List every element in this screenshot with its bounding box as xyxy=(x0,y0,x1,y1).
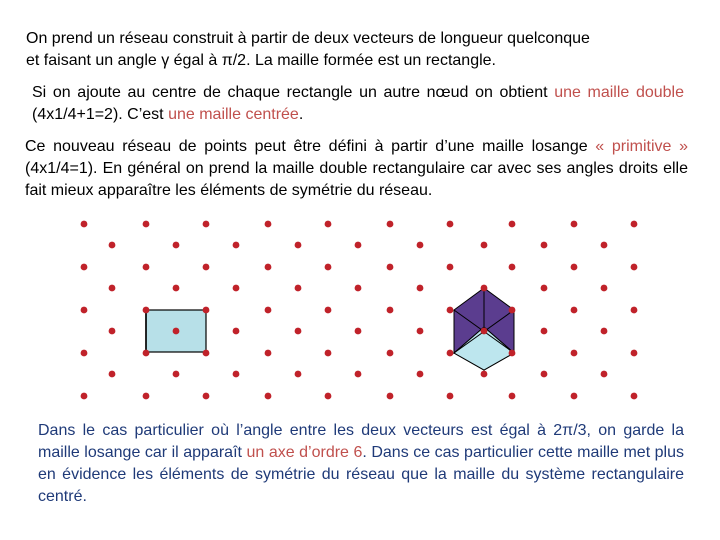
lattice-node xyxy=(447,307,454,314)
lattice-node xyxy=(109,242,116,249)
lattice-node xyxy=(233,371,240,378)
lattice-node xyxy=(81,350,88,357)
hexagonal-paragraph xyxy=(38,420,684,508)
intro-line-1: On prend un réseau construit à partir de deux vecteurs de longueur quelconque xyxy=(26,30,590,47)
lattice-node xyxy=(233,328,240,335)
lattice-node xyxy=(601,242,608,249)
lattice-node xyxy=(571,307,578,314)
p4-highlight-sixfold-axis: un axe d’ordre 6 xyxy=(246,444,363,461)
lattice-node xyxy=(325,264,332,271)
lattice-node xyxy=(481,285,488,292)
p3-text-1: Ce nouveau réseau de points peut être défini à partir d’une maille losange xyxy=(25,138,596,155)
intro-line-2: et faisant un angle γ égal à π/2. La maille formée est un rectangle. xyxy=(26,52,496,69)
lattice-node xyxy=(143,350,150,357)
lattice-node xyxy=(355,242,362,249)
lattice-node xyxy=(81,393,88,400)
lattice-node xyxy=(387,307,394,314)
lattice-node xyxy=(417,328,424,335)
lattice-node xyxy=(601,285,608,292)
p2-highlight-double-cell: une maille double xyxy=(554,84,684,101)
lattice-node xyxy=(571,350,578,357)
lattice-node xyxy=(355,371,362,378)
lattice-node xyxy=(203,350,210,357)
lattice-node xyxy=(325,307,332,314)
lattice-node xyxy=(203,221,210,228)
lattice-node xyxy=(109,328,116,335)
lattice-node xyxy=(481,328,488,335)
lattice-node xyxy=(447,350,454,357)
lattice-node xyxy=(447,393,454,400)
lattice-node xyxy=(81,307,88,314)
lattice-node xyxy=(541,242,548,249)
lattice-node xyxy=(571,393,578,400)
lattice-node xyxy=(631,350,638,357)
lattice-node xyxy=(143,221,150,228)
p3-text-2: (4x1/4=1). En général on prend la maille double rectangulaire car avec ses angles droits elle fait mieux apparaître les éléments de symétrie du réseau. xyxy=(25,160,688,199)
lattice-node xyxy=(541,285,548,292)
lattice-node xyxy=(601,371,608,378)
lattice-node xyxy=(571,221,578,228)
lattice-node xyxy=(509,307,516,314)
lattice-node xyxy=(541,371,548,378)
p4-text-2: . Dans ce cas particulier cette maille met plus en évidence les éléments de symétrie du réseau que la maille du système rectangulaire centré. xyxy=(38,444,685,505)
lattice-node xyxy=(295,328,302,335)
lattice-node xyxy=(203,393,210,400)
lattice-node xyxy=(81,264,88,271)
lattice-node xyxy=(295,285,302,292)
lattice-node xyxy=(173,328,180,335)
lattice-node xyxy=(541,328,548,335)
lattice-node xyxy=(173,285,180,292)
lattice-node xyxy=(509,221,516,228)
lattice-node xyxy=(417,371,424,378)
p4-text-1: Dans le cas particulier où l’angle entre les deux vecteurs est égal à 2π/3, on garde la maille losange car il apparaît xyxy=(38,422,684,461)
lattice-node xyxy=(109,371,116,378)
lattice-node xyxy=(265,221,272,228)
lattice-node xyxy=(355,285,362,292)
lattice-node xyxy=(509,264,516,271)
lattice-node xyxy=(203,307,210,314)
lattice-node xyxy=(631,221,638,228)
lattice-node xyxy=(265,350,272,357)
lattice-node xyxy=(295,242,302,249)
p2-text-2: (4x1/4+1=2). C’est xyxy=(32,106,169,123)
lattice-node xyxy=(387,221,394,228)
lattice-node xyxy=(173,371,180,378)
lattice-node xyxy=(143,393,150,400)
lattice-node xyxy=(325,393,332,400)
lattice-node xyxy=(481,371,488,378)
lattice-node xyxy=(203,264,210,271)
lattice-node xyxy=(81,221,88,228)
lattice-node xyxy=(173,242,180,249)
lattice-node xyxy=(265,393,272,400)
lattice-node xyxy=(233,242,240,249)
lattice-node xyxy=(601,328,608,335)
lattice-node xyxy=(233,285,240,292)
p3-highlight-primitive: « primitive » xyxy=(595,138,689,155)
lattice-node xyxy=(509,393,516,400)
p2-highlight-centered-cell: une maille centrée xyxy=(168,106,299,123)
lattice-node xyxy=(355,328,362,335)
lattice-node xyxy=(631,264,638,271)
lattice-node xyxy=(447,264,454,271)
lattice-node xyxy=(509,350,516,357)
lattice-node xyxy=(325,350,332,357)
lattice-node xyxy=(295,371,302,378)
lattice-node xyxy=(109,285,116,292)
lattice-node xyxy=(481,242,488,249)
lattice-node xyxy=(387,350,394,357)
p2-text-3: . xyxy=(298,106,304,123)
lattice-node xyxy=(143,307,150,314)
lattice-node xyxy=(143,264,150,271)
lattice-node xyxy=(265,264,272,271)
lattice-node xyxy=(387,393,394,400)
lattice-node xyxy=(631,393,638,400)
lattice-node xyxy=(325,221,332,228)
lattice-node xyxy=(447,221,454,228)
lattice-node xyxy=(417,285,424,292)
lattice-node xyxy=(571,264,578,271)
lattice-node xyxy=(265,307,272,314)
lattice-node xyxy=(631,307,638,314)
lattice-node xyxy=(417,242,424,249)
p2-text-1: Si on ajoute au centre de chaque rectangle un autre nœud on obtient xyxy=(32,84,555,101)
lattice-node xyxy=(387,264,394,271)
